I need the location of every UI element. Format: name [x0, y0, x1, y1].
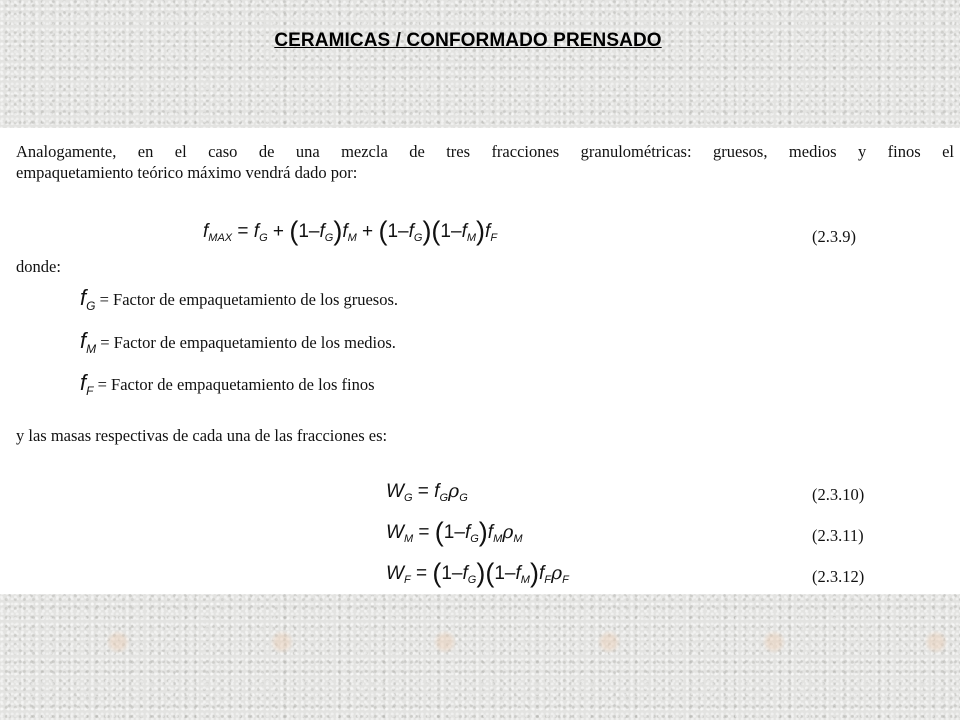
equation-2-3-12: $W_F = (1-f_G)(1-f_M)f_F\rho_F$ [386, 558, 569, 588]
equation-number-2-3-10: (2.3.10) [812, 485, 865, 504]
slide-title: CERAMICAS / CONFORMADO PRENSADO [274, 30, 662, 51]
equation-2-3-11: $W_M = (1-f_G)f_M\rho_M$ [386, 517, 523, 547]
equation-number-2-3-12: (2.3.12) [812, 567, 865, 586]
equation-number-2-3-9: (2.3.9) [812, 227, 856, 246]
intro-line-2: empaquetamiento teórico máximo vendrá dado por: [16, 163, 358, 182]
definition-fm: $f_M$ = Factor de empaquetamiento de los medios. [80, 328, 396, 356]
background-texture-marks [0, 628, 960, 658]
document-image [0, 128, 960, 594]
definition-fg: $f_G$ = Factor de empaquetamiento de los gruesos. [80, 285, 399, 313]
intro-line-1: Analogamente, en el caso de una mezcla de tres fracciones granulométricas: gruesos, medios y finos el [16, 142, 954, 161]
intro-paragraph [16, 141, 954, 183]
masses-intro: y las masas respectivas de cada una de las fracciones es: [16, 426, 388, 445]
equation-number-2-3-11: (2.3.11) [812, 526, 864, 545]
equation-2-3-9: $f_{MAX} = f_G + (1-f_G)f_M + (1-f_G)(1-f_M)f_F$ [203, 216, 498, 246]
equation-2-3-10: $W_G = f_G\rho_G$ [386, 480, 468, 504]
definition-ff: $f_F$ = Factor de empaquetamiento de los finos [80, 370, 375, 398]
donde-label: donde: [16, 257, 61, 276]
